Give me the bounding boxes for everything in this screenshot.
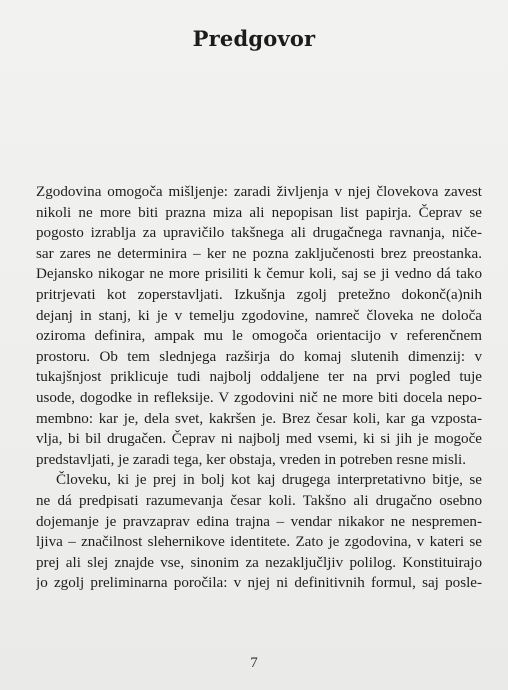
text-line: vlja, bi bil drugačen. Čeprav ni najbolj med vsemi, ki si jih je mogoče xyxy=(36,431,482,448)
text-line: nikoli ne more biti prazna miza ali nepopisan list papirja. Čeprav se xyxy=(36,204,482,221)
text-line: jo zgolj preliminarna poročila: v njej ni definitivnih formul, saj posle- xyxy=(36,575,482,592)
text-line: dejanj in stanj, ki je v temelju zgodovine, namreč človeka ne določa xyxy=(36,307,482,324)
text-line: Človeku, ki je prej in bolj kot kaj drugega interpretativno bitje, se xyxy=(56,472,482,489)
text-line: prostoru. Ob tem slednjega razširja do komaj slutenih dimenzij: v xyxy=(36,348,482,365)
text-line: membno: kar je, dela svet, kakršen je. Brez česar koli, kar ga vzposta- xyxy=(36,410,482,427)
text-line: dojemanje je pravzaprav edina trajna – vendar nikakor ne nespremen- xyxy=(36,513,482,530)
text-line: pogosto izrablja za upravičilo takšnega ali drugačnega ravnanja, niče- xyxy=(36,225,482,242)
text-line: Dejansko nikogar ne more prisiliti k čemur koli, saj se ji vedno dá tako xyxy=(36,266,482,283)
page-title: Predgovor xyxy=(192,26,316,51)
text-line: predstavljati, je zaradi tega, ker obstaja, vreden in potreben resne misli. xyxy=(36,451,467,468)
text-line: ljiva – značilnost slehernikove identitete. Zato je zgodovina, v kateri se xyxy=(36,534,482,551)
text-line: tukajšnjost priklicuje tudi najbolj oddaljene ter na prvi pogled tuje xyxy=(36,369,482,386)
page-number: 7 xyxy=(250,655,258,671)
body-text xyxy=(36,182,482,594)
text-line: oziroma definira, ampak mu le omogoča orientacijo v referenčnem xyxy=(36,328,482,345)
text-line: usode, dogodke in refleksije. V zgodovini nič ne more biti docela nepo- xyxy=(36,389,482,406)
text-line: ne dá predpisati razumevanja česar koli. Takšno ali drugačno osebno xyxy=(36,492,482,509)
text-line: pritrjevati kot zoperstavljati. Izkušnja zgolj pretežno dokonč(a)nih xyxy=(36,286,482,303)
text-line: sar zares ne determinira – ker ne pozna zaključenosti brez preostanka. xyxy=(36,245,482,262)
text-line: Zgodovina omogoča mišljenje: zaradi življenja v njej človekova zavest xyxy=(36,184,482,200)
text-line: prej ali slej znajde vse, sinonim za nezaključljiv polilog. Konstituirajo xyxy=(36,554,482,571)
